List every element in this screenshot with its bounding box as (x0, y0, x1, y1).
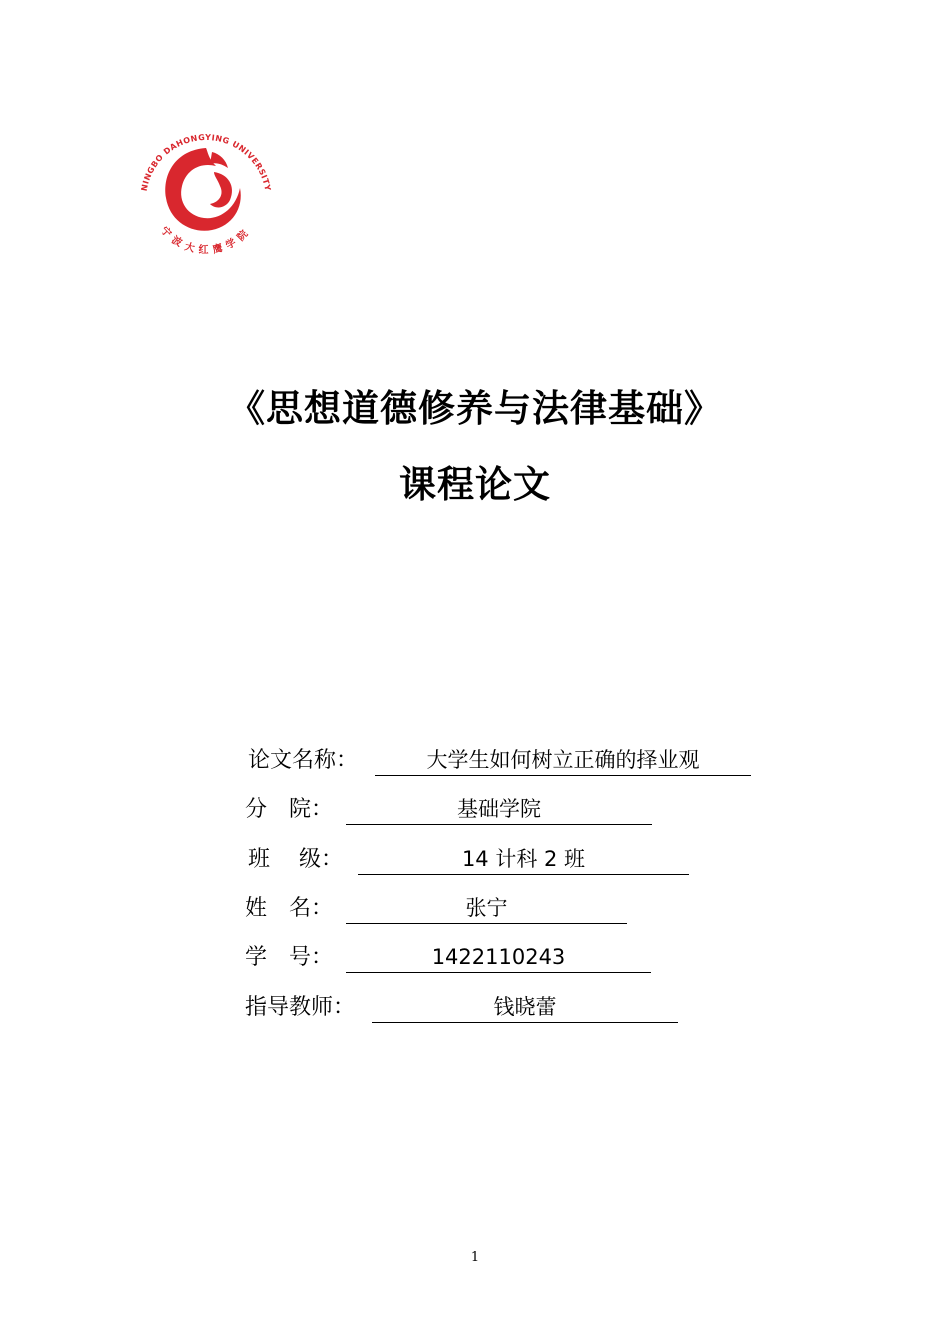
advisor-label: 指导教师： (245, 995, 356, 1020)
thesis-title-label: 论文名称： (248, 748, 359, 773)
college-label: 分 院： (245, 797, 334, 822)
name-label: 姓 名： (245, 896, 334, 921)
logo-ring-text-bottom: 宁波大红鹰学院 (158, 225, 254, 256)
course-title: 《思想道德修养与法律基础》 (228, 387, 722, 430)
class-label: 班 级： (248, 847, 343, 872)
student-id-label: 学 号： (245, 945, 334, 970)
phoenix-emblem-icon (132, 122, 280, 256)
logo-ring-text-top: NINGBO DAHONGYING UNIVERSITY (139, 132, 273, 192)
thesis-title-value: 大学生如何树立正确的择业观 (375, 746, 751, 776)
advisor-value: 钱晓蕾 (372, 993, 678, 1023)
class-value: 14 计科 2 班 (358, 845, 689, 875)
university-logo (132, 122, 280, 256)
document-type-title: 课程论文 (399, 463, 551, 506)
name-value: 张宁 (346, 894, 627, 924)
college-value: 基础学院 (346, 795, 652, 825)
student-id-value: 1422110243 (346, 943, 651, 973)
page-number: 1 (470, 1250, 480, 1265)
